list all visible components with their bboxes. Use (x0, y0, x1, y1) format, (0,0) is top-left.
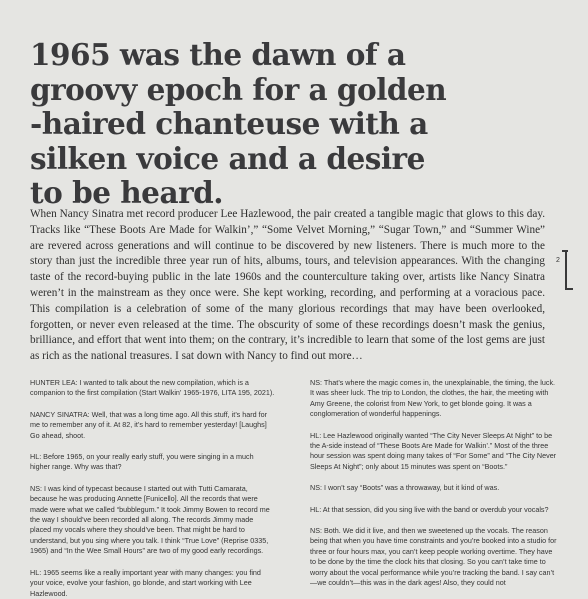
page-marker-foot-icon (565, 288, 573, 290)
interview-paragraph: HL: 1965 seems like a really important year with many changes: you find your voice, evolve your fashion, go blonde, and start working with Lee Hazlewood. (30, 567, 261, 598)
intro-paragraph: When Nancy Sinatra met record producer Lee Hazlewood, the pair created a tangible magic that glows to this day. Tracks like “These Boots Are Made for Walkin’,” “Some Velvet Morning,” “Sugar Town,” and “Summer Wine” are revered across generations and will continue to be discovered by new listeners. There is much more to the story than just the incredible three year run of hits, albums, tours, and television appearances. With the changing taste of the record-buying public in the late 1960s and the counterculture taking over, artists like Nancy Sinatra weren’t in the mainstream as they once were. She kept working, recording, and performing at a voracious pace. This compilation is a celebration of some of the many glorious recordings that may have been overlooked, forgotten, or never even released at the time. The obscurity of some of these recordings doesn’t mask the genius, brilliance, and effort that went into them; on the contrary, it’s incredible to learn that some of the lost gems are just as rich as the national treasures. I sat down with Nancy to find out more… (30, 208, 545, 363)
interview-paragraph: HL: Before 1965, on your really early stuff, you were singing in a much higher range. Why was that? (30, 452, 254, 472)
page-marker-bar-icon (565, 250, 567, 290)
interview-paragraph: NS: That’s where the magic comes in, the unexplainable, the timing, the luck. It was sheer luck. The trip to London, the clothes, the hair, the meeting with Amy Greene, the colorist from New York, to get blonde going. It was a conglomeration of wonderful happenings. (310, 378, 556, 419)
interview-paragraph: HUNTER LEA: I wanted to talk about the new compilation, which is a companion to the first compilation (Start Walkin’ 1965-1976, LITA 195, 2021). (30, 378, 275, 398)
headline-line: 1965 was the dawn of a (30, 37, 406, 72)
interview-paragraph: NS: Both. We did it live, and then we sweetened up the vocals. The reason being that when you have time constraints and you’re booked into a studio for three or four hours max, you can’t keep people working overtime. They have to be done by the time the clock hits that closing. So you can’t take time to worry about the vocal performance while you’re tracking the band. I say can’t—we couldn’t—this was in the dark ages! Also, they could not (310, 526, 557, 588)
interview-right-column (310, 378, 560, 599)
page-number: 2 (556, 257, 560, 264)
headline (30, 38, 550, 211)
interview-paragraph: NS: I won’t say “Boots” was a throwaway, but it kind of was. (310, 483, 500, 493)
page-number-marker (556, 248, 576, 294)
interview-paragraph: NANCY SINATRA: Well, that was a long time ago. All this stuff, it’s hard for me to remember any of it. At 82, it’s hard to remember yesterday! [Laughs] Go ahead, shoot. (30, 409, 268, 440)
page-marker-cap-icon (562, 250, 568, 252)
interview-left-column (30, 378, 275, 599)
interview-paragraph: HL: At that session, did you sing live with the band or overdub your vocals? (310, 504, 549, 514)
interview-columns (30, 378, 560, 599)
headline-line: groovy epoch for a golden (30, 71, 447, 107)
interview-paragraph: NS: I was kind of typecast because I started out with Tutti Camarata, because he was producing Annette [Funicello]. All the records that were made were what we called “bubblegum.” It took Jimmy Bowen to record me the way I should’ve been recorded all along. The records Jimmy made placed my vocals where they should’ve been. That might be hard to understand, but you sing where you talk. I think “True Love” (Reprise 0335, 1965) and “In the Wee Small Hours” are two of my good early recordings. (30, 483, 270, 556)
headline-line: silken voice and a desire (30, 140, 425, 176)
headline-line: to be heard. (30, 175, 224, 210)
interview-paragraph: HL: Lee Hazlewood originally wanted “The City Never Sleeps At Night” to be the A-side instead of “These Boots Are Made for Walkin’.” Most of the three hour session was spent doing many takes of “For Some” and “The City Never Sleeps At Night”; only about 15 minutes was spent on “Boots.” (310, 430, 557, 471)
headline-line: -haired chanteuse with a (30, 106, 428, 141)
